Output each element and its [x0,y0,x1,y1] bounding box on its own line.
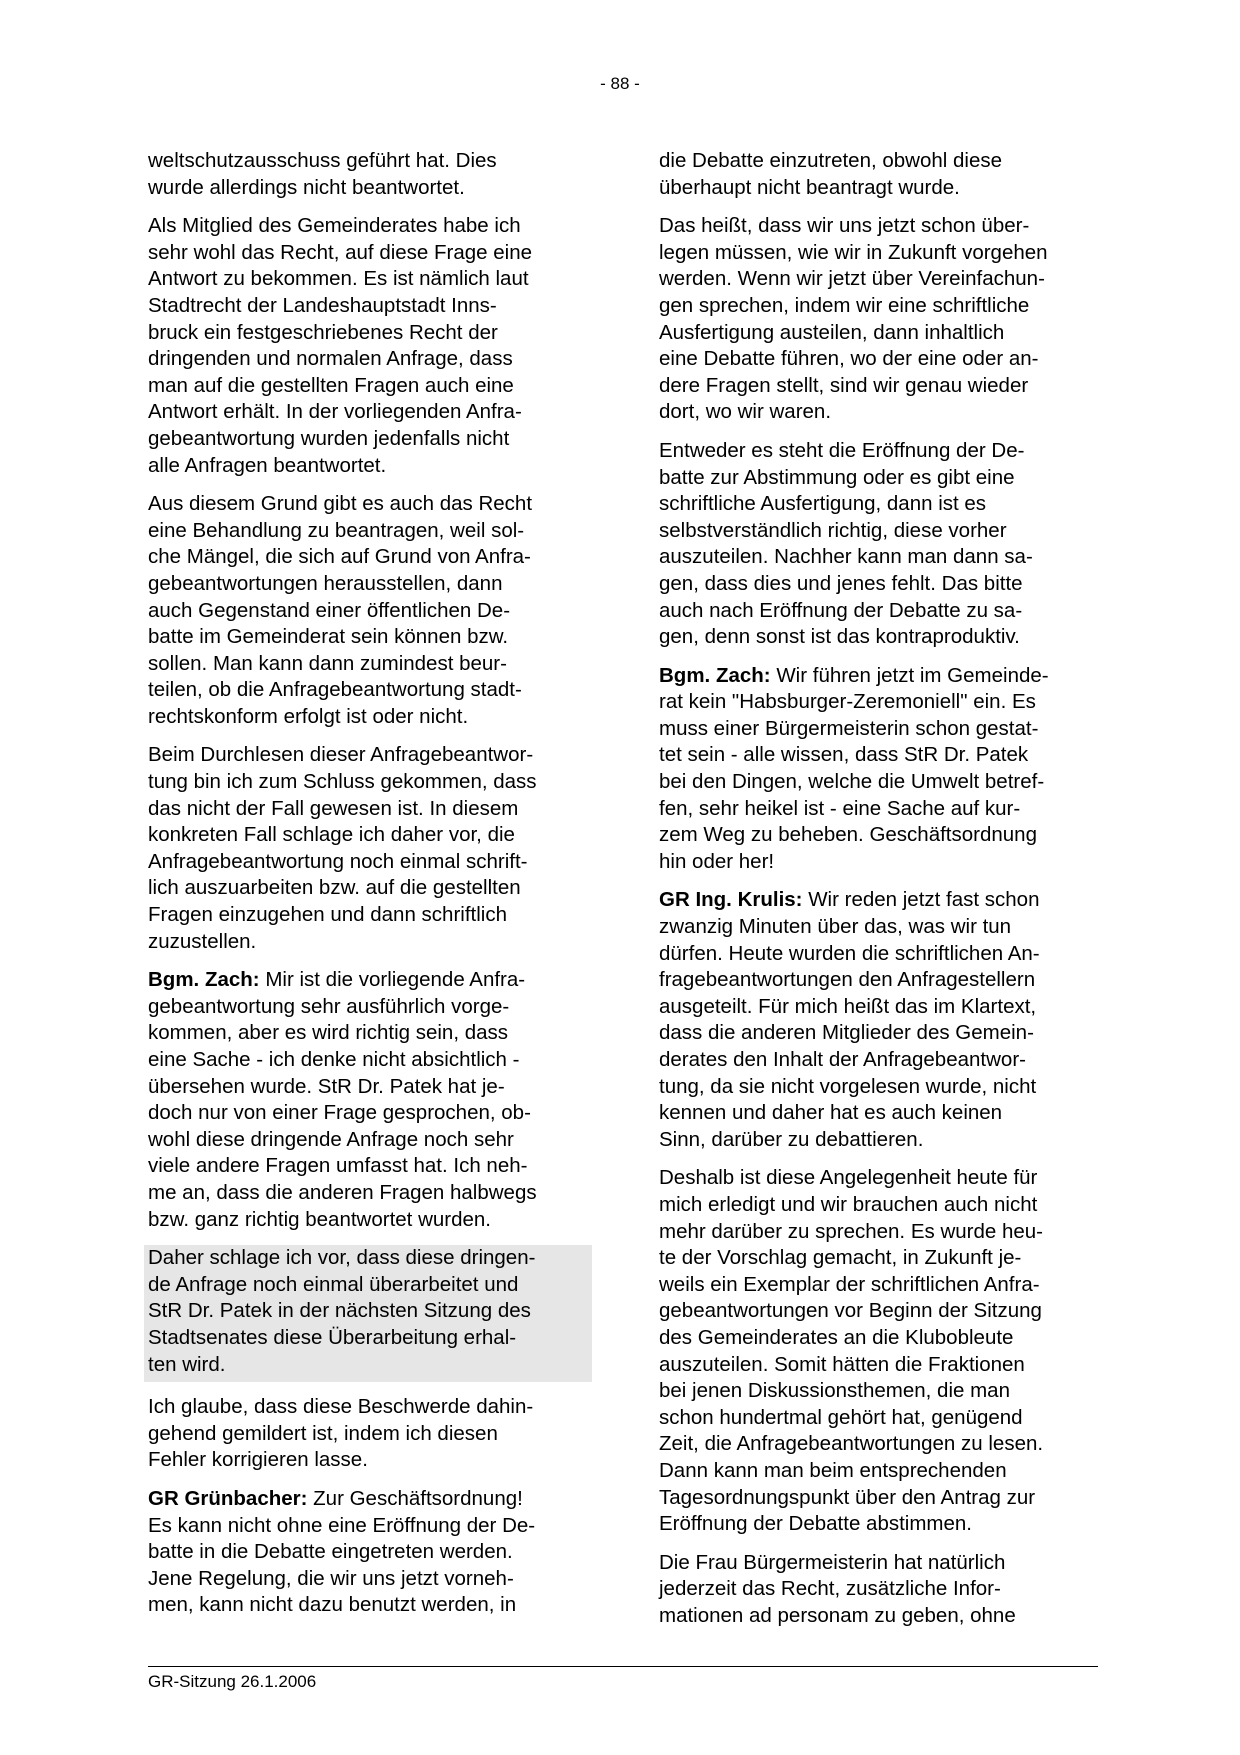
line-text: jederzeit das Recht, zusätzliche Infor- [659,1577,1001,1601]
line-text: tung, da sie nicht vorgelesen wurde, nicht [659,1074,1037,1098]
line-text: hin oder her! [659,849,775,873]
text-line [659,716,1099,743]
text-line [148,1020,588,1047]
line-text: schriftliche Ausfertigung, dann ist es [659,492,987,516]
line-text: Fehler korrigieren lasse. [148,1448,368,1472]
line-text: weils ein Exemplar der schriftlichen Anfra- [659,1272,1040,1296]
text-line [148,677,588,704]
text-line [148,544,588,571]
line-text: gebeantwortung wurden jedenfalls nicht [148,426,510,450]
line-text: men, kann nicht dazu benutzt werden, in [148,1593,517,1617]
line-text: mationen ad personam zu geben, ohne [659,1603,1016,1627]
line-text: wurde allerdings nicht beantwortet. [148,175,465,199]
line-text: gebeantwortung sehr ausführlich vorge- [148,994,510,1018]
text-line [148,1325,588,1352]
text-line [659,1431,1099,1458]
line-text: Beim Durchlesen dieser Anfragebeantwor- [148,743,534,767]
text-line [148,1272,588,1299]
line-text: Als Mitglied des Gemeinderates habe ich [148,214,521,238]
text-line [148,875,588,902]
line-text: konkreten Fall schlage ich daher vor, die [148,823,515,847]
line-text: tung bin ich zum Schluss gekommen, dass [148,770,537,794]
text-line [659,1352,1099,1379]
line-text: legen müssen, wie wir in Zukunft vorgehen [659,240,1048,264]
line-text: ausgeteilt. Für mich heißt das im Klartext, [659,994,1037,1018]
line-text: gen, denn sonst ist das kontraproduktiv. [659,625,1020,649]
text-line [659,1511,1099,1538]
text-line [659,1325,1099,1352]
text-line [659,1272,1099,1299]
text-line [148,518,588,545]
text-line [148,769,588,796]
text-line [148,1100,588,1127]
line-text: Tagesordnungspunkt über den Antrag zur [659,1485,1036,1509]
text-line [148,1207,588,1234]
text-line [659,1219,1099,1246]
text-line [148,651,588,678]
footer-session-date: GR-Sitzung 26.1.2006 [148,1672,317,1691]
text-line [148,175,588,202]
text-line [148,293,588,320]
line-text: eine Debatte führen, wo der eine oder an- [659,347,1039,371]
line-text: werden. Wenn wir jetzt über Vereinfachun- [659,267,1045,291]
speaker-paragraph [659,663,1099,876]
text-line [148,704,588,731]
text-line [659,689,1099,716]
line-text: dringenden und normalen Anfrage, dass [148,347,513,371]
text-line [148,624,588,651]
text-line [659,320,1099,347]
page-number: - 88 - [600,74,640,93]
line-text: des Gemeinderates an die Klubobleute [659,1325,1014,1349]
text-line [659,1603,1099,1630]
speaker-name: Bgm. Zach: [659,663,771,687]
text-line [148,1153,588,1180]
paragraph [148,742,588,955]
line-text: gen sprechen, indem wir eine schriftliche [659,293,1030,317]
speaker-paragraph [148,967,588,1233]
line-text: Stadtrecht der Landeshauptstadt Inns- [148,293,497,317]
text-line [659,624,1099,651]
line-text: mehr darüber zu sprechen. Es wurde heu- [659,1219,1044,1243]
paragraph [659,213,1099,426]
text-line [148,148,588,175]
line-text: man auf die gestellten Fragen auch eine [148,373,514,397]
text-line [148,1566,588,1593]
text-line [148,1592,588,1619]
line-text: Ich glaube, dass diese Beschwerde dahin- [148,1395,534,1419]
text-line [659,1550,1099,1577]
line-text: doch nur von einer Frage gesprochen, ob- [148,1101,531,1125]
line-text: batte zur Abstimmung oder es gibt eine [659,465,1015,489]
speaker-paragraph [148,1486,588,1619]
line-text: Das heißt, dass wir uns jetzt schon über- [659,214,1030,238]
line-text: Ausfertigung austeilen, dann inhaltlich [659,320,1005,344]
text-line [659,1074,1099,1101]
text-line [659,240,1099,267]
text-line [148,1074,588,1101]
right-column [659,148,1099,1641]
line-text: viele andere Fragen umfasst hat. Ich neh- [148,1154,528,1178]
line-text: selbstverständlich richtig, diese vorher [659,518,1007,542]
text-line [659,1245,1099,1272]
line-text: fen, sehr heikel ist - eine Sache auf kur- [659,796,1021,820]
line-text: zuzustellen. [148,929,257,953]
text-line [659,1458,1099,1485]
line-text: ten wird. [148,1352,226,1376]
text-line [148,902,588,929]
line-text: kennen und daher hat es auch keinen [659,1101,1003,1125]
text-line [659,148,1099,175]
text-line [148,240,588,267]
line-text: Es kann nicht ohne eine Eröffnung der De- [148,1513,536,1537]
line-text: dort, wo wir waren. [659,400,832,424]
text-line [148,1539,588,1566]
line-text: batte im Gemeinderat sein können bzw. [148,625,509,649]
line-text: Fragen einzugehen und dann schriftlich [148,903,507,927]
text-line [659,941,1099,968]
line-text: übersehen wurde. StR Dr. Patek hat je- [148,1074,505,1098]
line-text: Antwort zu bekommen. Es ist nämlich laut [148,267,529,291]
line-text: Stadtsenates diese Überarbeitung erhal- [148,1325,517,1349]
line-text: schon hundertmal gehört hat, genügend [659,1405,1023,1429]
line-text: de Anfrage noch einmal überarbeitet und [148,1272,519,1296]
text-line [659,1576,1099,1603]
line-text: dere Fragen stellt, sind wir genau wieder [659,373,1029,397]
paragraph [148,213,588,479]
line-text: che Mängel, die sich auf Grund von Anfra- [148,545,531,569]
line-text: lich auszuarbeiten bzw. auf die gestellten [148,876,521,900]
text-line [148,399,588,426]
line-text: eine Behandlung zu beantragen, weil sol- [148,518,525,542]
paragraph [659,1550,1099,1630]
text-line [148,1245,588,1272]
text-line [148,1180,588,1207]
text-line [659,399,1099,426]
text-line [659,887,1099,914]
line-text: alle Anfragen beantwortet. [148,453,387,477]
line-text: Mir ist die vorliegende Anfra- [259,968,526,992]
line-text: Die Frau Bürgermeisterin hat natürlich [659,1550,1006,1574]
line-text: Antwort erhält. In der vorliegenden Anfra- [148,400,522,424]
text-line [148,1298,588,1325]
text-line [148,994,588,1021]
line-text: zwanzig Minuten über das, was wir tun [659,915,1012,939]
line-text: auch Gegenstand einer öffentlichen De- [148,598,511,622]
text-line [659,491,1099,518]
line-text: Jene Regelung, die wir uns jetzt vorneh- [148,1566,514,1590]
line-text: weltschutzausschuss geführt hat. Dies [148,149,497,172]
text-line [148,1513,588,1540]
text-line [659,293,1099,320]
text-line [659,1165,1099,1192]
text-line [148,320,588,347]
line-text: gehend gemildert ist, indem ich diesen [148,1421,498,1445]
text-line [148,491,588,518]
text-line [659,1298,1099,1325]
text-line [148,822,588,849]
line-text: gebeantwortungen herausstellen, dann [148,571,503,595]
line-text: die Debatte einzutreten, obwohl diese [659,149,1003,172]
text-line [659,598,1099,625]
text-line [659,213,1099,240]
line-text: Sinn, darüber zu debattieren. [659,1127,924,1151]
text-line [659,1485,1099,1512]
text-line [659,796,1099,823]
paragraph [659,148,1099,201]
line-text: auszuteilen. Nachher kann man dann sa- [659,545,1033,569]
line-text: tet sein - alle wissen, dass StR Dr. Patek [659,743,1029,767]
line-text: bruck ein festgeschriebenes Recht der [148,320,498,344]
line-text: derates den Inhalt der Anfragebeantwor- [659,1048,1026,1071]
line-text: Aus diesem Grund gibt es auch das Recht [148,492,533,516]
line-text: batte in die Debatte eingetreten werden. [148,1540,513,1564]
line-text: fragebeantwortungen den Anfragestellern [659,968,1036,992]
text-line [659,1378,1099,1405]
text-line [659,742,1099,769]
text-line [659,175,1099,202]
line-text: Wir führen jetzt im Gemeinde- [770,663,1049,687]
speaker-name: GR Ing. Krulis: [659,888,803,912]
text-line [659,518,1099,545]
paragraph [148,491,588,730]
line-text: bei den Dingen, welche die Umwelt betref- [659,770,1045,794]
text-line [659,1127,1099,1154]
text-line [659,1047,1099,1074]
line-text: gebeantwortungen vor Beginn der Sitzung [659,1299,1042,1323]
text-line [659,438,1099,465]
text-line [148,929,588,956]
line-text: teilen, ob die Anfragebeantwortung stadt- [148,678,522,702]
line-text: Eröffnung der Debatte abstimmen. [659,1512,972,1536]
text-line [659,1192,1099,1219]
line-text: muss einer Bürgermeisterin schon gestat- [659,716,1039,740]
text-line [148,453,588,480]
text-line [659,1405,1099,1432]
text-line [148,213,588,240]
text-line [148,1394,588,1421]
line-text: gen, dass dies und jenes fehlt. Das bitte [659,571,1023,595]
text-line [659,849,1099,876]
line-text: mich erledigt und wir brauchen auch nicht [659,1192,1038,1216]
text-line [148,1352,588,1379]
line-text: Dann kann man beim entsprechenden [659,1458,1007,1482]
text-line [659,346,1099,373]
line-text: rat kein "Habsburger-Zeremoniell" ein. Es [659,690,1036,714]
line-text: bei jenen Diskussionsthemen, die man [659,1379,1010,1403]
text-line [148,849,588,876]
line-text: Entweder es steht die Eröffnung der De- [659,438,1025,462]
text-line [659,769,1099,796]
line-text: dass die anderen Mitglieder des Gemein- [659,1021,1034,1045]
text-line [659,544,1099,571]
line-text: wohl diese dringende Anfrage noch sehr [148,1127,514,1151]
text-line [148,346,588,373]
line-text: das nicht der Fall gewesen ist. In diesem [148,796,519,820]
line-text: auszuteilen. Somit hätten die Fraktionen [659,1352,1025,1376]
text-line [148,796,588,823]
text-line [659,1020,1099,1047]
line-text: me an, dass die anderen Fragen halbwegs [148,1180,537,1204]
line-text: StR Dr. Patek in der nächsten Sitzung des [148,1299,531,1323]
line-text: Daher schlage ich vor, dass diese dringen- [148,1246,536,1270]
text-line [148,1447,588,1474]
paragraph [148,1394,588,1474]
text-line [148,571,588,598]
left-column [148,148,588,1631]
text-line [148,1047,588,1074]
line-text: Zur Geschäftsordnung! [307,1486,523,1510]
line-text: Zeit, die Anfragebeantwortungen zu lesen. [659,1432,1044,1456]
line-text: bzw. ganz richtig beantwortet wurden. [148,1207,491,1231]
text-line [148,426,588,453]
line-text: te der Vorschlag gemacht, in Zukunft je- [659,1246,1022,1270]
text-line [659,266,1099,293]
paragraph [144,1245,592,1382]
line-text: Deshalb ist diese Angelegenheit heute für [659,1166,1038,1190]
text-line [659,373,1099,400]
line-text: Anfragebeantwortung noch einmal schrift- [148,849,528,873]
text-line [659,822,1099,849]
speaker-name: GR Grünbacher: [148,1486,308,1510]
text-line [659,1100,1099,1127]
line-text: zem Weg zu beheben. Geschäftsordnung [659,823,1037,847]
speaker-name: Bgm. Zach: [148,968,260,992]
text-line [148,373,588,400]
line-text: kommen, aber es wird richtig sein, dass [148,1021,509,1045]
text-line [148,1421,588,1448]
line-text: rechtskonform erfolgt ist oder nicht. [148,704,469,728]
line-text: sollen. Man kann dann zumindest beur- [148,651,507,675]
text-line [148,1486,588,1513]
text-line [148,598,588,625]
text-line [659,914,1099,941]
speaker-paragraph [659,887,1099,1153]
line-text: überhaupt nicht beantragt wurde. [659,175,960,199]
paragraph [148,148,588,201]
text-line [659,967,1099,994]
text-line [148,742,588,769]
line-text: Wir reden jetzt fast schon [802,888,1040,912]
text-line [659,571,1099,598]
text-line [659,994,1099,1021]
text-line [148,967,588,994]
line-text: sehr wohl das Recht, auf diese Frage eine [148,240,533,264]
text-line [148,266,588,293]
paragraph [659,438,1099,651]
text-line [659,465,1099,492]
text-line [659,663,1099,690]
line-text: dürfen. Heute wurden die schriftlichen An- [659,941,1040,965]
line-text: auch nach Eröffnung der Debatte zu sa- [659,598,1023,622]
line-text: eine Sache - ich denke nicht absichtlich - [148,1048,520,1071]
paragraph [659,1165,1099,1537]
footer-divider [148,1666,1098,1667]
text-line [148,1127,588,1154]
